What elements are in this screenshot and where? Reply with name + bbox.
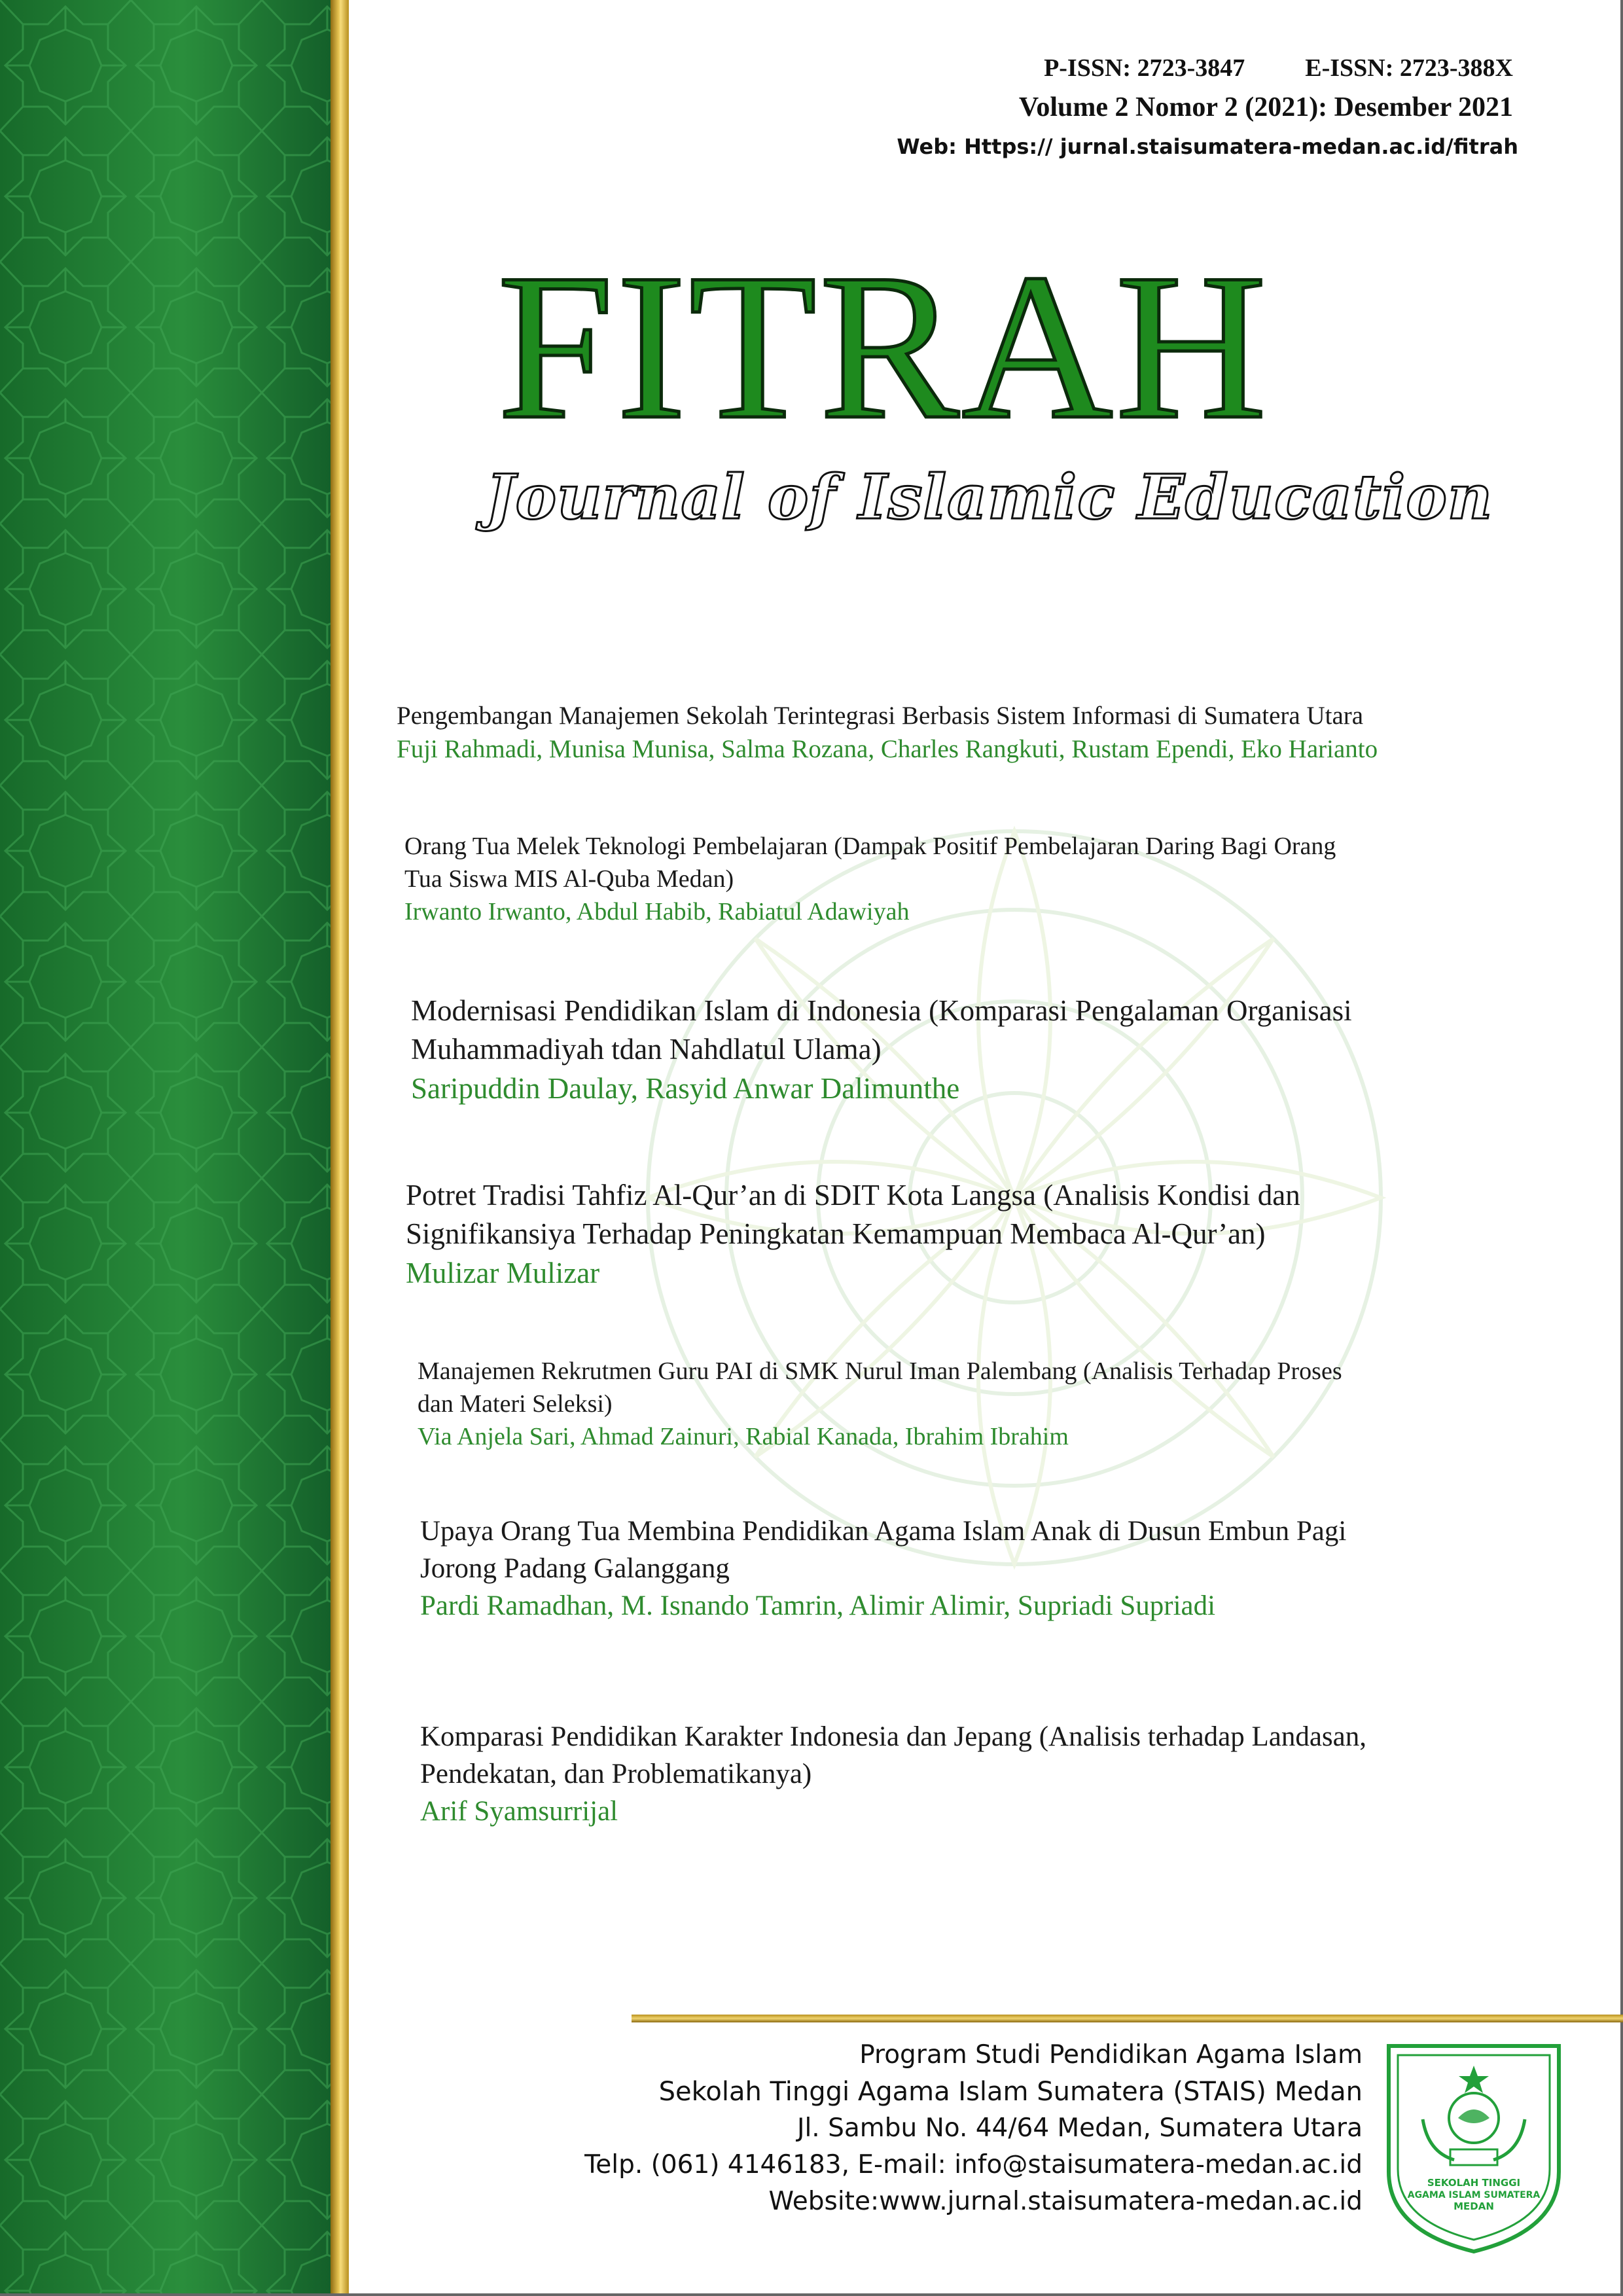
article-title-line: Manajemen Rekrutmen Guru PAI di SMK Nurul Iman Palembang (Analisis Terhadap Proses: [418, 1357, 1342, 1385]
article-title-line: Tua Siswa MIS Al-Quba Medan): [404, 865, 734, 893]
article-4: [406, 1176, 1300, 1293]
geometric-pattern: [0, 0, 330, 2296]
article-title: [411, 992, 1352, 1069]
article-authors: Arif Syamsurrijal: [420, 1795, 618, 1827]
program-name: Program Studi Pendidikan Agama Islam: [859, 2040, 1363, 2070]
article-title-line: Modernisasi Pendidikan Islam di Indonesia (Komparasi Pengalaman Organisasi: [411, 994, 1352, 1027]
logo-text-line: SEKOLAH TINGGI: [1427, 2177, 1521, 2189]
article-3: [411, 992, 1352, 1108]
article-title: [420, 1719, 1366, 1793]
article-title-line: Orang Tua Melek Teknologi Pembelajaran (Dampak Positif Pembelajaran Daring Bagi Orang: [404, 833, 1336, 860]
contact-info: Telp. (061) 4146183, E-mail: info@staisumatera-medan.ac.id: [584, 2150, 1363, 2179]
decorative-band: [0, 0, 330, 2296]
e-issn: E-ISSN: 2723-388X: [1305, 54, 1513, 82]
article-5: [418, 1355, 1342, 1453]
logo-text-line: AGAMA ISLAM SUMATERA: [1407, 2190, 1541, 2200]
logo-text-line: MEDAN: [1454, 2200, 1494, 2212]
article-title-line: Signifikansiya Terhadap Peningkatan Kemampuan Membaca Al-Qur’an): [406, 1217, 1266, 1251]
article-title-line: Upaya Orang Tua Membina Pendidikan Agama Islam Anak di Dusun Embun Pagi: [420, 1516, 1347, 1547]
article-title-line: Jorong Padang Galanggang: [420, 1552, 730, 1584]
journal-subtitle: Journal of Islamic Education: [486, 461, 1493, 533]
publisher-info: [512, 2037, 1363, 2220]
institution-name: Sekolah Tinggi Agama Islam Sumatera (STAIS) Medan: [658, 2077, 1363, 2107]
page-edge-right: [1620, 0, 1623, 2296]
article-7: [420, 1719, 1366, 1830]
article-title-line: Pengembangan Manajemen Sekolah Terintegrasi Berbasis Sistem Informasi di Sumatera Utara: [397, 702, 1364, 730]
page-edge-bottom: [0, 2293, 1623, 2296]
article-title-line: dan Materi Seleksi): [418, 1390, 613, 1418]
article-title-line: Muhammadiyah tdan Nahdlatul Ulama): [411, 1033, 882, 1066]
web-address: Web: Https:// jurnal.staisumatera-medan.ac.id/fitrah: [897, 134, 1518, 159]
issn-line: [1044, 54, 1513, 82]
article-title-line: Potret Tradisi Tahfiz Al-Qur’an di SDIT Kota Langsa (Analisis Kondisi dan: [406, 1179, 1300, 1211]
article-title: [418, 1355, 1342, 1420]
footer-divider: [632, 2015, 1623, 2022]
article-2: [404, 830, 1336, 928]
volume-info: Volume 2 Nomor 2 (2021): Desember 2021: [1018, 92, 1513, 122]
article-title: [420, 1513, 1346, 1588]
article-title: [404, 830, 1336, 895]
article-title: [397, 699, 1378, 732]
article-title-line: Komparasi Pendidikan Karakter Indonesia dan Jepang (Analisis terhadap Landasan,: [420, 1721, 1367, 1752]
address: Jl. Sambu No. 44/64 Medan, Sumatera Utara: [796, 2113, 1363, 2143]
article-title-line: Pendekatan, dan Problematikanya): [420, 1758, 812, 1789]
website: Website:www.jurnal.staisumatera-medan.ac.id: [768, 2187, 1363, 2216]
article-authors: Pardi Ramadhan, M. Isnando Tamrin, Alimir Alimir, Supriadi Supriadi: [420, 1590, 1216, 1621]
article-title: [406, 1176, 1300, 1254]
article-authors: Saripuddin Daulay, Rasyid Anwar Dalimunthe: [411, 1071, 960, 1105]
p-issn: P-ISSN: 2723-3847: [1044, 54, 1245, 82]
article-authors: Irwanto Irwanto, Abdul Habib, Rabiatul Adawiyah: [404, 898, 910, 926]
article-authors: Fuji Rahmadi, Munisa Munisa, Salma Rozana, Charles Rangkuti, Rustam Ependi, Eko Harianto: [397, 735, 1378, 764]
journal-title: FITRAH: [497, 231, 1270, 463]
article-authors: Mulizar Mulizar: [406, 1256, 600, 1289]
article-1: [397, 699, 1378, 766]
article-authors: Via Anjela Sari, Ahmad Zainuri, Rabial Kanada, Ibrahim Ibrahim: [418, 1423, 1069, 1451]
gold-stripe: [330, 0, 349, 2296]
institution-logo-icon: [1382, 2041, 1565, 2257]
article-6: [420, 1513, 1346, 1624]
